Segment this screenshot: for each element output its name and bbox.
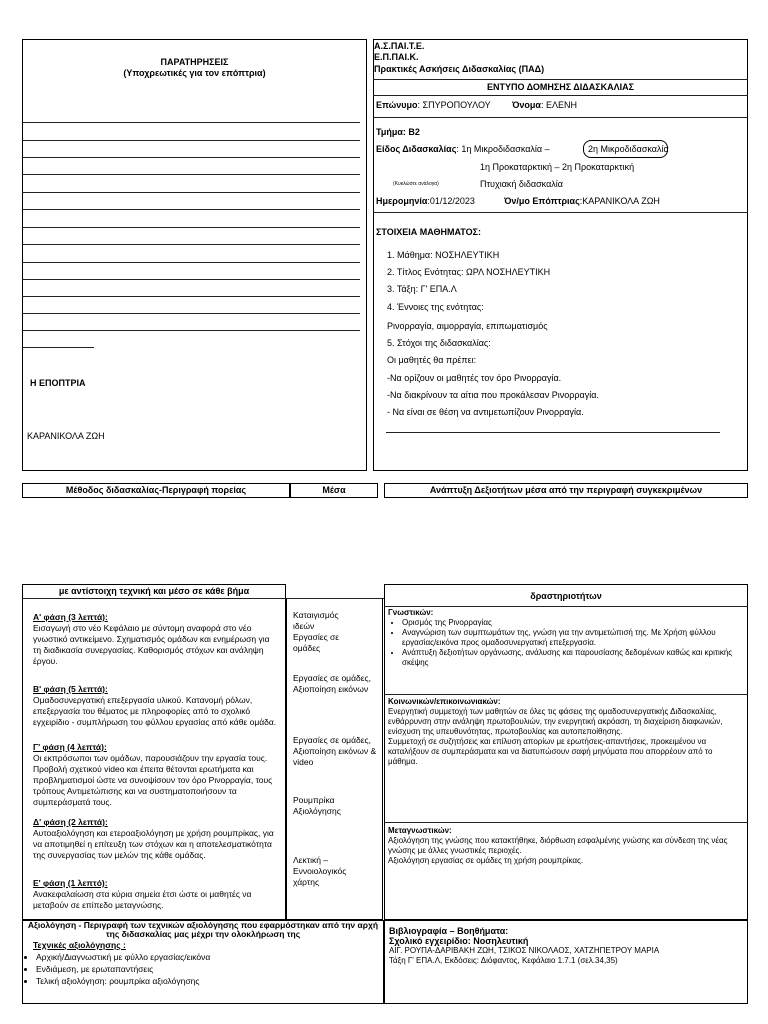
evaluation-item: • Τελική αξιολόγηση: ρουμπρίκα αξιολόγησης [36,975,376,987]
social-text-1: Ενεργητική συμμετοχή των μαθητών σε όλες τις φάσεις της ομαδοσυνεργατικής Διδασκαλίας, ενθάρρυνση στην ανάληψη πρωτοβουλιών, την ενεργητική ακρόαση, τη διαχείριση διαφωνιών, ενίσχυση της υπευθυνότητας, πρωτοβουλίας και αυτοπεποίθησης. [388,707,723,736]
social-title: Κοινωνικών/επικοινωνιακών: [388,697,501,706]
evaluation-item: • Ενδιάμεση, με ερωταπαντήσεις [36,963,376,975]
bibliography-subtitle: Σχολικό εγχειρίδιο: Νοσηλευτική [389,936,529,946]
supervisor-row [504,196,660,207]
date-row [376,196,475,207]
strip-skills-label: Ανάπτυξη Δεξιοτήτων μέσα από την περιγραφή συγκεκριμένων [429,485,703,495]
surname-label: Επώνυμο [376,100,418,110]
evaluation-list [22,951,376,987]
lesson-item: Οι μαθητές θα πρέπει: [387,355,477,365]
date-label: Ημερομηνία [376,196,428,206]
org-line-1: Α.Σ.ΠΑΙ.Τ.Ε. [374,41,425,51]
name-label: Όνομα [512,100,541,110]
supervisor-field-label: Όν/μο Επόπτριας [504,196,580,206]
phase-c-title: Γ' φάση (4 λεπτά): [33,742,107,752]
metacognitive-title: Μεταγνωστικών: [388,826,452,835]
metacognitive-text-1: Αξιολόγηση της γνώσης που κατακτήθηκε, διόρθωση εσφαλμένης γνώσης και σύνδεση της νέας γνώσης με άλλες γνωστικές περιοχές. [388,836,728,855]
phase-e-title: Ε' φάση (1 λεπτό): [33,878,108,888]
supervisor-label: Η ΕΠΟΠΤΡΙΑ [30,378,86,388]
phase-a-title: Α' φάση (3 λεπτά): [33,612,108,622]
media-item: Καταιγισμός ιδεών [293,610,339,631]
social-text-2: Συμμετοχή σε συζητήσεις και επίλυση απορίων με ερωτήσεις-απαντήσεις, προκειμένου να καταλήξουν σε συμπεράσματα και να διατυπώσουν σαφή μηνύματα που απορρέουν από το μάθημα. [388,737,713,766]
media-item: Ρουμπρίκα Αξιολόγησης [293,795,341,816]
bibliography-line: ΑΙΓ. ΡΟΥΠΑ-ΔΑΡΙΒΑΚΗ ΖΩΗ, ΤΣΙΚΟΣ ΝΙΚΟΛΑΟΣ, ΧΑΤΖΗΠΕΤΡΟΥ ΜΑΡΙΑ [389,946,660,955]
teaching-type-row [376,144,550,155]
surname-value: : ΣΠΥΡΟΠΟΥΛΟΥ [417,100,491,110]
teaching-type-label: Είδος Διδασκαλίας [376,144,457,154]
phase-b [33,684,277,728]
teaching-type-opt4: Πτυχιακή διδασκαλία [480,179,563,189]
lesson-item: - Να είναι σε θέση να αντιμετωπίζουν Ρινορραγία. [387,407,584,417]
cognitive-skills [388,608,744,668]
bibliography-line: Τάξη Γ' ΕΠΑ.Λ, Εκδόσεις: Διόφαντος, Κεφάλαιο 1.7.1 (σελ.34,35) [389,956,618,965]
remarks-title: ΠΑΡΑΤΗΡΗΣΕΙΣ [160,57,229,67]
skills-column-header: δραστηριοτήτων [530,591,602,601]
evaluation-subtitle: Τεχνικές αξιολόγησης : [33,940,126,950]
metacognitive-skills [388,826,744,866]
teaching-type-opt3: 1η Προκαταρκτική – 2η Προκαταρκτική [480,162,635,172]
phase-a-text: Εισαγωγή στο νέο Κεφάλαιο με σύντομη αναφορά στο νέο γνωστικό αντικείμενο. Σχηματισμός ομάδων και ενημέρωση για τη διαδικασία συνεργασίας. Καθορισμός στόχων και ανάληψη έργου. [33,623,270,666]
phase-a [33,612,277,667]
phase-b-title: Β' φάση (5 λεπτά): [33,684,108,694]
phase-e [33,878,277,911]
media-item: Εργασίες σε ομάδες, Αξιοποίηση εικόνων & video [293,735,377,767]
supervisor-name: ΚΑΡΑΝΙΚΟΛΑ ΖΩΗ [27,431,105,441]
evaluation-title: Αξιολόγηση - Περιγραφή των τεχνικών αξιολόγησης που εφαρμόστηκαν από την αρχή της διδασκαλίας μας μέχρι την ολοκλήρωση της [27,920,379,939]
supervisor-field-value: :ΚΑΡΑΝΙΚΟΛΑ ΖΩΗ [579,196,660,206]
form-title: ΕΝΤΥΠΟ ΔΟΜΗΣΗΣ ΔΙΔΑΣΚΑΛΙΑΣ [486,82,635,92]
phase-b-text: Ομαδοσυνεργατική επεξεργασία υλικού. Κατανομή ρόλων, επεξεργασία του θέματος με πληροφορίες από το σχολικό εγχειρίδιο - συμπλήρωση του φύλλου εργασίας από κάθε ομάδα. [33,695,277,727]
phase-d-title: Δ' φάση (2 λεπτά): [33,817,108,827]
media-item: Λεκτική – Εννοιολογικός χάρτης [293,855,347,887]
lesson-item: Ρινορραγία, αιμορραγία, επιπωματισμός [387,321,548,331]
org-line-2: Ε.Π.ΠΑΙ.Κ. [374,52,419,62]
surname-row [376,100,491,111]
remarks-subtitle: (Υποχρεωτικές για τον επόπτρια) [123,68,266,78]
phase-e-text: Ανακεφαλαίωση στα κύρια σημεία έτσι ώστε οι μαθητές να μεταβούν σε επίπεδο μεταγνώσης. [33,889,252,910]
evaluation-item: • Αρχική/Διαγνωστική με φύλλο εργασίας/εικόνα [36,951,376,963]
cognitive-item: • Αναγνώριση των συμπτωμάτων της, γνώση για την αντιμετώπισή της. Με Χρήση φύλλου εργασίας/εικόνα προς ομαδοσυνεργατική επεξεργασία. [402,628,744,648]
phase-c-text: Οι εκπρόσωποι των ομάδων, παρουσιάζουν την εργασία τους. Προβολή σχετικού video και έπειτα θέτονται ερωτήματα και προβληματισμοί ώστε να συνοψίσουν τον όρο Ρινορραγία, τους τρόπους Αντιμετώπισης και να συστηματοποιήσουν τα συμπεράσματά τους. [33,753,273,807]
lesson-item: 3. Τάξη: Γ' ΕΠΑ.Λ [387,284,457,294]
bibliography-title: Βιβλιογραφία – Βοηθήματα: [389,926,509,936]
phase-d [33,817,277,861]
teaching-type-opt1: : 1η Μικροδιδασκαλία – [456,144,550,154]
lesson-item: 1. Μάθημα: ΝΟΣΗΛΕΥΤΙΚΗ [387,250,500,260]
lesson-item: 4. Έννοιες της ενότητας: [387,302,484,312]
media-item: Εργασίες σε ομάδες, Αξιοποίηση εικόνων [293,673,371,694]
strip-media-label: Μέσα [322,485,346,495]
org-line-3: Πρακτικές Ασκήσεις Διδασκαλίας (ΠΑΔ) [374,64,545,74]
social-skills [388,697,744,767]
cognitive-title: Γνωστικών: [388,608,434,617]
cognitive-item: • Ανάπτυξη δεξιοτήτων οργάνωσης, ανάλυσης και παρουσίασης δεδομένων καθώς και κριτικής σκέψης [402,648,744,668]
strip-method-label: Μέθοδος διδασκαλίας-Περιγραφή πορείας [65,485,247,495]
cognitive-item: • Ορισμός της Ρινορραγίας [402,618,744,628]
lesson-item: 2. Τίτλος Ενότητας: ΩΡΛ ΝΟΣΗΛΕΥΤΙΚΗ [387,267,551,277]
section-row: Τμήμα: Β2 [376,127,420,137]
bibliography [389,926,745,966]
lesson-item: -Να διακρίνουν τα αίτια που προκάλεσαν Ρινορραγία. [387,390,599,400]
metacognitive-text-2: Αξιολόγηση εργασίας σε ομάδες τη χρήση ρουμπρίκας. [388,856,584,865]
lesson-item: 5. Στόχοι της διδασκαλίας: [387,338,491,348]
method-column-header: με αντίστοιχη τεχνική και μέσο σε κάθε βήμα [58,586,250,596]
circle-note: (Κυκλώστε ανάλογα) [393,181,439,187]
lesson-header: ΣΤΟΙΧΕΙΑ ΜΑΘΗΜΑΤΟΣ: [376,227,481,237]
phase-d-text: Αυτοαξιολόγηση και ετεροαξιολόγηση με χρήση ρουμπρίκας, για να αποτιμηθεί η επίτευξη των στόχων και η αποτελεσματικότητα της συνεργασίας των μελών της κάθε ομάδας. [33,828,274,860]
name-row [512,100,577,111]
phase-c [33,742,277,808]
remarks-panel [22,39,367,471]
date-value: :01/12/2023 [427,196,475,206]
teaching-type-opt2: 2η Μικροδιδασκαλία [588,144,669,154]
media-item: Εργασίες σε ομάδες [293,632,340,653]
lesson-item: -Να ορίζουν οι μαθητές τον όρο Ρινορραγία. [387,373,562,383]
name-value: : ΕΛΕΝΗ [540,100,577,110]
